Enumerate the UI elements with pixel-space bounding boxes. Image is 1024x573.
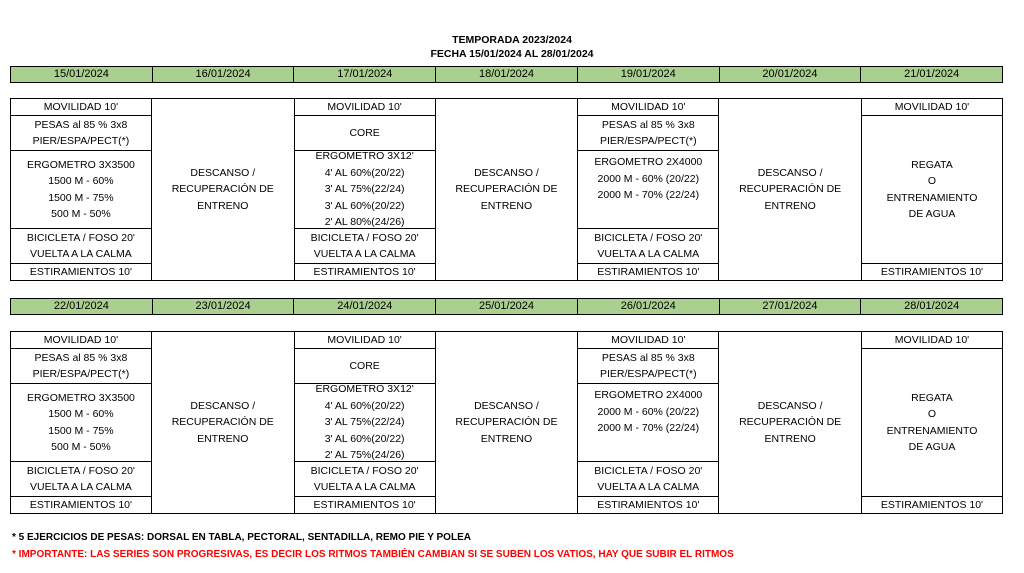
pesas-line: PIER/ESPA/PECT(*) [32,135,130,147]
estiramientos-cell: ESTIRAMIENTOS 10' [861,263,1003,281]
ergometro-cell [577,150,719,229]
estiramientos-cell: ESTIRAMIENTOS 10' [294,263,436,281]
movilidad-cell: MOVILIDAD 10' [10,98,152,116]
day-column [294,98,436,281]
ergo-line: ERGOMETRO 3X12' [315,383,414,396]
bici-line: VUELTA A LA CALMA [30,248,132,260]
day-column [719,331,861,514]
estiramientos-cell: ESTIRAMIENTOS 10' [294,496,436,514]
day-column [10,98,152,281]
bici-line: BICICLETA / FOSO 20' [310,464,419,477]
ergo-line: 500 M - 50% [51,441,111,453]
movilidad-cell: MOVILIDAD 10' [861,98,1003,116]
ergo-line: 3' AL 60%(20/22) [324,432,405,445]
regata-line: ENTRENAMIENTO [886,191,978,204]
ergo-line: 3' AL 60%(20/22) [324,199,405,212]
rest-line: ENTRENO [764,199,816,212]
pesas-line: PIER/ESPA/PECT(*) [32,368,130,380]
ergo-line: 3' AL 75%(22/24) [324,416,405,429]
ergometro-cell [577,383,719,462]
ergo-line: 2000 M - 70% (22/24) [597,189,700,201]
core-cell: CORE [294,348,436,384]
regata-line: O [927,408,937,420]
ergo-line: 4' AL 60%(20/22) [324,166,405,179]
pesas-cell [577,115,719,151]
bici-line: VUELTA A LA CALMA [313,248,416,260]
day-column [294,331,436,514]
pesas-cell [10,348,152,384]
date-cell: 16/01/2024 [153,67,295,82]
pesas-line: PESAS al 85 % 3x8 [601,118,695,131]
regata-line: REGATA [911,391,953,404]
rest-cell [152,331,294,514]
bici-line: VUELTA A LA CALMA [597,481,700,493]
date-cell: 27/01/2024 [720,299,862,314]
bicicleta-cell [294,461,436,497]
estiramientos-cell: ESTIRAMIENTOS 10' [577,263,719,281]
ergo-line: 2000 M - 60% (20/22) [597,405,700,418]
regata-line: DE AGUA [908,441,956,453]
date-cell: 25/01/2024 [436,299,578,314]
ergo-line: 1500 M - 75% [48,424,114,437]
pesas-line: PIER/ESPA/PECT(*) [599,135,697,147]
ergo-line: ERGOMETRO 2X4000 [594,389,703,401]
day-column [719,98,861,281]
date-cell: 18/01/2024 [436,67,578,82]
rest-line: ENTRENO [480,432,533,445]
estiramientos-cell: ESTIRAMIENTOS 10' [10,496,152,514]
bici-line: BICICLETA / FOSO 20' [26,464,135,477]
ergo-line: 2000 M - 60% (20/22) [597,172,700,185]
estiramientos-cell: ESTIRAMIENTOS 10' [861,496,1003,514]
movilidad-cell: MOVILIDAD 10' [577,331,719,349]
day-column [152,98,294,281]
rest-line: ENTRENO [480,199,533,212]
estiramientos-cell: ESTIRAMIENTOS 10' [10,263,152,281]
ergo-line: 500 M - 50% [51,208,111,220]
day-column [10,331,152,514]
rest-line: RECUPERACIÓN DE [739,416,842,429]
bicicleta-cell [10,461,152,497]
bici-line: BICICLETA / FOSO 20' [310,231,419,244]
rest-line: DESCANSO / [474,166,539,179]
rest-line: DESCANSO / [474,399,539,412]
core-cell: CORE [294,115,436,151]
movilidad-cell: MOVILIDAD 10' [577,98,719,116]
rest-line: RECUPERACIÓN DE [455,416,558,429]
day-column [577,98,719,281]
date-cell: 26/01/2024 [578,299,720,314]
movilidad-cell: MOVILIDAD 10' [294,331,436,349]
rest-cell [436,331,578,514]
day-column [436,98,578,281]
date-cell: 22/01/2024 [11,299,153,314]
pesas-line: PIER/ESPA/PECT(*) [599,368,697,380]
date-cell: 23/01/2024 [153,299,295,314]
ergo-line: 1500 M - 60% [48,175,114,187]
rest-cell [719,98,861,281]
ergo-line: 2' AL 75%(24/26) [324,449,405,462]
day-column [152,331,294,514]
rest-cell [719,331,861,514]
weights-footnote: * 5 EJERCICIOS DE PESAS: DORSAL EN TABLA, PECTORAL, SENTADILLA, REMO PIE Y POLEA [12,532,471,543]
season-title: TEMPORADA 2023/2024 [452,34,572,46]
bici-line: BICICLETA / FOSO 20' [594,464,703,477]
week2-schedule [10,331,1003,514]
ergometro-cell [294,383,436,462]
ergo-line: 2' AL 80%(24/26) [324,216,405,229]
bici-line: VUELTA A LA CALMA [30,481,132,493]
rest-line: DESCANSO / [190,166,256,179]
pesas-cell [10,115,152,151]
date-cell: 20/01/2024 [720,67,862,82]
rest-line: ENTRENO [764,432,816,445]
estiramientos-cell: ESTIRAMIENTOS 10' [577,496,719,514]
regata-line: ENTRENAMIENTO [886,424,978,437]
week1-schedule [10,98,1003,281]
regata-line: DE AGUA [908,208,956,220]
bici-line: BICICLETA / FOSO 20' [594,231,703,244]
bici-line: VUELTA A LA CALMA [313,481,416,493]
ergo-line: 1500 M - 75% [48,191,114,204]
ergo-line: 3' AL 75%(22/24) [324,183,405,196]
pesas-line: PESAS al 85 % 3x8 [34,351,128,364]
rest-cell [152,98,294,281]
important-footnote: * IMPORTANTE: LAS SERIES SON PROGRESIVAS, ES DECIR LOS RITMOS TAMBIÉN CAMBIAN SI SE SUBEN LOS VATIOS, HAY QUE SUBIR EL RITMOS [12,549,734,560]
day-column [436,331,578,514]
bicicleta-cell [294,228,436,264]
date-cell: 28/01/2024 [861,299,1003,314]
pesas-line: PESAS al 85 % 3x8 [601,351,695,364]
day-column [861,98,1003,281]
movilidad-cell: MOVILIDAD 10' [861,331,1003,349]
week2-date-header [10,298,1003,315]
week1-date-header [10,66,1003,83]
movilidad-cell: MOVILIDAD 10' [294,98,436,116]
regata-line: REGATA [911,158,953,171]
bici-line: VUELTA A LA CALMA [597,248,700,260]
date-range-title: FECHA 15/01/2024 AL 28/01/2024 [430,48,594,60]
date-cell: 21/01/2024 [861,67,1003,82]
ergo-line: ERGOMETRO 3X12' [315,150,414,163]
ergometro-cell [10,150,152,229]
date-cell: 24/01/2024 [294,299,436,314]
rest-line: DESCANSO / [757,399,823,412]
bici-line: BICICLETA / FOSO 20' [26,231,135,244]
ergo-line: 4' AL 60%(20/22) [324,399,405,412]
pesas-cell [577,348,719,384]
rest-cell [436,98,578,281]
ergo-line: 1500 M - 60% [48,408,114,420]
bicicleta-cell [577,228,719,264]
movilidad-cell: MOVILIDAD 10' [10,331,152,349]
pesas-line: PESAS al 85 % 3x8 [34,118,128,131]
regata-cell [861,115,1003,264]
ergometro-cell [10,383,152,462]
regata-cell [861,348,1003,497]
ergo-line: 2000 M - 70% (22/24) [597,422,700,434]
ergometro-cell [294,150,436,229]
rest-line: RECUPERACIÓN DE [455,183,558,196]
rest-line: DESCANSO / [757,166,823,179]
date-cell: 17/01/2024 [294,67,436,82]
day-column [861,331,1003,514]
day-column [577,331,719,514]
ergo-line: ERGOMETRO 3X3500 [26,391,135,404]
rest-line: ENTRENO [197,199,249,212]
regata-line: O [927,175,937,187]
rest-line: RECUPERACIÓN DE [171,183,274,196]
rest-line: ENTRENO [197,432,249,445]
bicicleta-cell [10,228,152,264]
bicicleta-cell [577,461,719,497]
ergo-line: ERGOMETRO 3X3500 [26,158,135,171]
rest-line: RECUPERACIÓN DE [739,183,842,196]
ergo-line: ERGOMETRO 2X4000 [594,156,703,168]
date-cell: 15/01/2024 [11,67,153,82]
rest-line: DESCANSO / [190,399,256,412]
date-cell: 19/01/2024 [578,67,720,82]
rest-line: RECUPERACIÓN DE [171,416,274,429]
